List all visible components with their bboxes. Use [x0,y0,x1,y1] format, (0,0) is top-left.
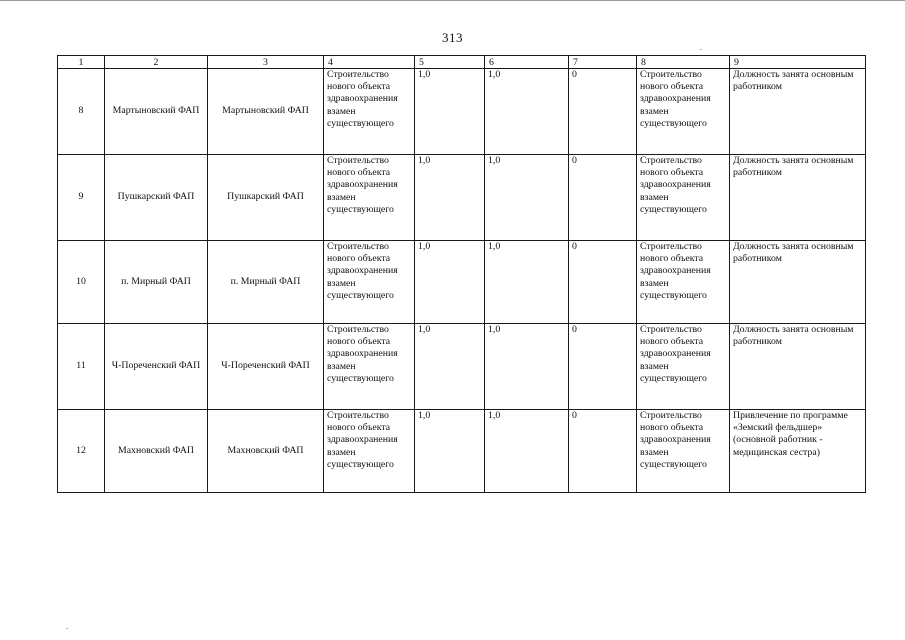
table-row [58,324,866,410]
action-col-8: Строительство нового объекта здравоохранения взамен существующего [637,410,730,493]
planned-action: Строительство нового объекта здравоохранения взамен существующего [324,241,415,324]
column-header: 7 [569,56,637,69]
action-col-8: Строительство нового объекта здравоохранения взамен существующего [637,155,730,241]
facility-object: Махновский ФАП [208,410,324,493]
value-col-6: 1,0 [485,155,569,241]
row-number: 10 [58,241,105,324]
value-col-6: 1,0 [485,324,569,410]
value-col-7: 0 [569,241,637,324]
column-header: 8 [637,56,730,69]
staffing-note: Должность занята основным работником [730,324,866,410]
table-row [58,241,866,324]
column-header: 3 [208,56,324,69]
value-col-6: 1,0 [485,69,569,155]
facility-name: Пушкарский ФАП [105,155,208,241]
facility-object: Пушкарский ФАП [208,155,324,241]
planned-action: Строительство нового объекта здравоохранения взамен существующего [324,324,415,410]
facility-object: п. Мирный ФАП [208,241,324,324]
column-header: 9 [730,56,866,69]
planned-action: Строительство нового объекта здравоохранения взамен существующего [324,410,415,493]
value-col-7: 0 [569,155,637,241]
row-number: 12 [58,410,105,493]
value-col-5: 1,0 [415,410,485,493]
header-row [58,56,866,69]
value-col-5: 1,0 [415,241,485,324]
facility-object: Ч-Пореченский ФАП [208,324,324,410]
row-number: 8 [58,69,105,155]
facility-name: п. Мирный ФАП [105,241,208,324]
column-header: 4 [324,56,415,69]
facility-name: Ч-Пореченский ФАП [105,324,208,410]
staffing-note: Должность занята основным работником [730,69,866,155]
page-number: 313 [442,30,463,45]
table-row [58,410,866,493]
value-col-7: 0 [569,69,637,155]
value-col-5: 1,0 [415,324,485,410]
row-number: 11 [58,324,105,410]
facility-name: Мартыновский ФАП [105,69,208,155]
column-header: 2 [105,56,208,69]
action-col-8: Строительство нового объекта здравоохранения взамен существующего [637,324,730,410]
scan-speck [700,49,702,50]
column-header: 1 [58,56,105,69]
facilities-table [57,55,866,493]
value-col-7: 0 [569,324,637,410]
table-row [58,155,866,241]
row-number: 9 [58,155,105,241]
facility-name: Махновский ФАП [105,410,208,493]
planned-action: Строительство нового объекта здравоохранения взамен существующего [324,69,415,155]
value-col-7: 0 [569,410,637,493]
value-col-6: 1,0 [485,241,569,324]
value-col-6: 1,0 [485,410,569,493]
table-row [58,69,866,155]
column-header: 6 [485,56,569,69]
value-col-5: 1,0 [415,155,485,241]
facility-object: Мартыновский ФАП [208,69,324,155]
column-header: 5 [415,56,485,69]
staffing-note: Должность занята основным работником [730,241,866,324]
scan-speck [66,628,68,629]
planned-action: Строительство нового объекта здравоохранения взамен существующего [324,155,415,241]
value-col-5: 1,0 [415,69,485,155]
action-col-8: Строительство нового объекта здравоохранения взамен существующего [637,69,730,155]
staffing-note: Привлечение по программе «Земский фельдшер» (основной работник - медицинская сестра) [730,410,866,493]
action-col-8: Строительство нового объекта здравоохранения взамен существующего [637,241,730,324]
top-edge-rule [0,0,905,1]
staffing-note: Должность занята основным работником [730,155,866,241]
